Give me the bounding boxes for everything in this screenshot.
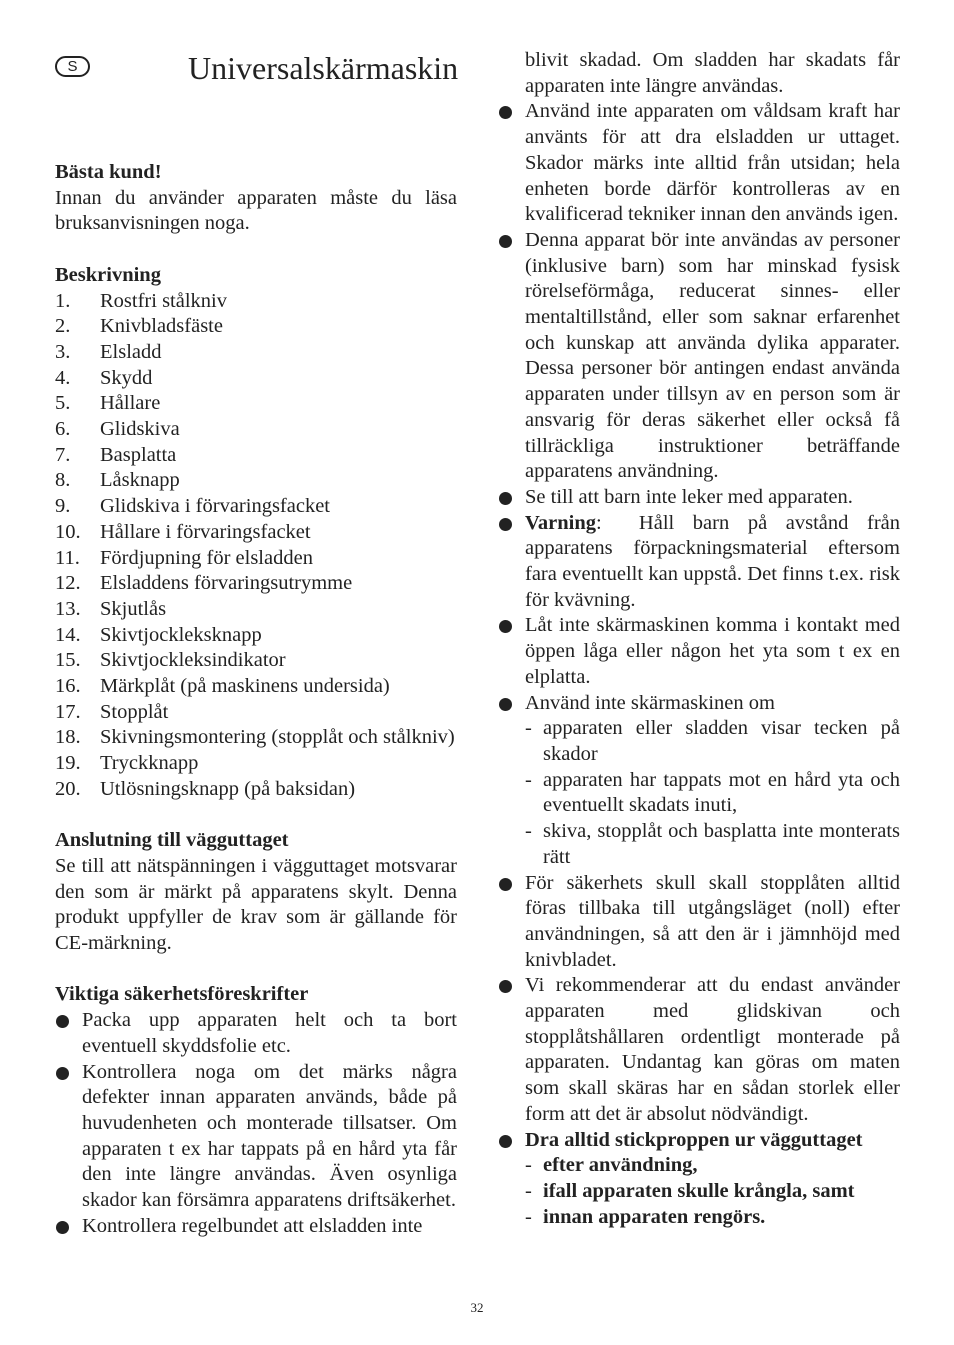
item-number: 13.: [55, 597, 81, 620]
sub-list: [525, 1153, 900, 1230]
parts-list-item: [55, 725, 457, 751]
parts-list-item: [55, 443, 457, 469]
bullet-icon: [499, 620, 512, 633]
item-number: 8.: [55, 469, 71, 492]
item-label: Elsladd: [100, 340, 162, 363]
item-number: 17.: [55, 700, 81, 723]
safety-list-left: [55, 1008, 457, 1239]
safety-list-right: [498, 99, 900, 1230]
item-number: 9.: [55, 495, 71, 518]
item-number: 4.: [55, 366, 71, 389]
item-number: 1.: [55, 289, 71, 312]
sub-item: - ifall apparaten skulle krångla, samt: [525, 1179, 855, 1202]
list-item: För säkerhets skull skall stopplåten alltid föras tillbaka till utgångsläget (noll) efter användningen, så att den är i jämnhöjd med knivbladet.: [498, 871, 900, 974]
item-label: Skivningsmontering (stopplåt och stålkniv): [100, 726, 455, 749]
list-item: Kontrollera noga om det märks några defekter innan apparaten används, både på huvudenheten och monterade tillsatser. Om apparaten t ex har tappats på en hård yta får den inte längre användas. Även osynliga skador kan försämra apparatens driftsäkerhet.: [55, 1060, 457, 1214]
connection-heading: Anslutning till vägguttaget: [55, 829, 289, 852]
item-label: Hållare i förvaringsfacket: [100, 520, 311, 543]
item-label: Skjutlås: [100, 597, 167, 620]
description-heading: Beskrivning: [55, 263, 161, 286]
item-label: Utlösningsknapp (på baksidan): [100, 777, 356, 800]
bullet-icon: [499, 235, 512, 248]
greeting-text: Innan du använder apparaten måste du läsa bruksanvisningen noga.: [55, 186, 457, 235]
safety-heading: Viktiga säkerhetsföreskrifter: [55, 983, 309, 1006]
item-number: 20.: [55, 777, 81, 800]
sub-item: - efter användning,: [525, 1154, 698, 1177]
sub-item: - skiva, stopplåt och basplatta inte monterats rätt: [525, 820, 900, 868]
item-number: 12.: [55, 572, 81, 595]
parts-list-item: [55, 777, 457, 803]
list-item: Använd inte apparaten om våldsam kraft har använts för att dra elsladden ur uttaget. Skador märks inte alltid från utsidan; hela enheten borde därför kontrolleras av en kvalificerad tekniker innan den används igen.: [498, 99, 900, 228]
bullet-icon: [499, 518, 512, 531]
language-badge: S: [55, 56, 90, 77]
bullet-icon: [56, 1015, 69, 1028]
parts-list-item: [55, 597, 457, 623]
parts-list-item: [55, 417, 457, 443]
parts-list-item: [55, 494, 457, 520]
item-number: 16.: [55, 675, 81, 698]
item-label: Hållare: [100, 392, 161, 415]
item-number: 10.: [55, 520, 81, 543]
item-label: Stopplåt: [100, 700, 169, 723]
item-label: Glidskiva: [100, 418, 180, 441]
bullet-icon: [499, 878, 512, 891]
connection-text: Se till att nätspänningen i vägguttaget motsvarar den som är märkt på apparatens skylt. Denna produkt uppfyller de krav som är gällande för CE-märkning.: [55, 854, 457, 955]
warning-label: Varning: [525, 511, 597, 534]
parts-list-item: [55, 648, 457, 674]
item-number: 19.: [55, 752, 81, 775]
parts-list-item: [55, 674, 457, 700]
list-item: Se till att barn inte leker med apparaten.: [498, 485, 900, 511]
item-number: 15.: [55, 649, 81, 672]
item-label: Knivbladsfäste: [100, 315, 223, 338]
item-label: Elsladdens förvaringsutrymme: [100, 572, 353, 595]
bullet-icon: [499, 1135, 512, 1148]
item-label: Glidskiva i förvaringsfacket: [100, 495, 330, 518]
bullet-icon: [499, 106, 512, 119]
parts-list-item: [55, 340, 457, 366]
list-item: Packa upp apparaten helt och ta bort eventuell skyddsfolie etc.: [55, 1008, 457, 1059]
list-item: Kontrollera regelbundet att elsladden inte: [55, 1214, 457, 1240]
parts-list-item: [55, 314, 457, 340]
warning-text: Håll barn på avstånd från apparatens förpackningsmaterial eftersom fara eventuellt kan uppstå. Det finns t.ex. risk för kvävning.: [525, 511, 900, 611]
page-header: [55, 48, 457, 160]
item-label: Skivtjockleksindikator: [100, 649, 286, 672]
list-item: Använd inte skärmaskinen om - apparaten eller sladden visar tecken på skador - apparaten har tappats mot en hård yta och eventuellt skadats inuti, - skiva, stopplåt och basplatta inte monterats rätt: [498, 691, 900, 871]
parts-list-item: [55, 366, 457, 392]
parts-list-item: [55, 546, 457, 572]
right-column: [498, 48, 900, 1230]
parts-list-item: [55, 571, 457, 597]
item-label: Skydd: [100, 366, 153, 389]
sub-item: - innan apparaten rengörs.: [525, 1205, 766, 1228]
item-label: Basplatta: [100, 443, 177, 466]
parts-list-item: [55, 700, 457, 726]
page-title: Universalskärmaskin: [188, 50, 459, 86]
bullet-icon: [56, 1221, 69, 1234]
page-number: 32: [470, 1300, 484, 1315]
item-number: 14.: [55, 623, 81, 646]
item-number: 18.: [55, 726, 81, 749]
parts-list-item: [55, 289, 457, 315]
parts-list-item: [55, 468, 457, 494]
parts-list-item: [55, 391, 457, 417]
item-number: 3.: [55, 340, 71, 363]
bullet-icon: [499, 980, 512, 993]
sub-list: [525, 716, 900, 870]
item-label: Rostfri stålkniv: [100, 289, 227, 312]
sub-item: - apparaten eller sladden visar tecken på skador: [525, 717, 900, 765]
item-label: Skivtjockleksknapp: [100, 623, 262, 646]
bullet-icon: [499, 698, 512, 711]
continued-text: blivit skadad. Om sladden har skadats får apparaten inte längre användas.: [525, 49, 900, 97]
item-number: 5.: [55, 392, 71, 415]
parts-list: [55, 289, 457, 803]
parts-list-item: [55, 623, 457, 649]
item-number: 2.: [55, 315, 71, 338]
item-label: Märkplåt (på maskinens undersida): [100, 675, 390, 698]
warning-item: Varning: Håll barn på avstånd från apparatens förpackningsmaterial eftersom fara eventuellt kan uppstå. Det finns t.ex. risk för kvävning.: [498, 511, 900, 614]
list-item: Denna apparat bör inte användas av personer (inklusive barn) som har minskad fysisk rörelseförmåga, reducerat sinnes- eller mentaltillstånd, eller som saknar erfarenhet och kunskap att använda dylika apparater. Dessa personer bör antingen endast använda apparaten under tillsyn av en person som är ansvarig för deras säkerhet eller också få tillräckliga instruktioner beträffande apparatens användning.: [498, 228, 900, 485]
item-label: Fördjupning för elsladden: [100, 546, 313, 569]
bullet-icon: [56, 1067, 69, 1080]
greeting-heading: Bästa kund!: [55, 161, 162, 183]
item-label: Låsknapp: [100, 469, 180, 492]
item-number: 6.: [55, 418, 71, 441]
sub-item: - apparaten har tappats mot en hård yta och eventuellt skadats inuti,: [525, 768, 900, 817]
item-number: 11.: [55, 546, 80, 569]
left-column: [55, 48, 457, 1239]
parts-list-item: [55, 520, 457, 546]
item-label: Tryckknapp: [100, 752, 199, 775]
list-item: Vi rekommenderar att du endast använder apparaten med glidskivan och stopplåtshållaren ordentligt monterade på apparaten. Undantag kan göras om maten som skall skäras har en sådan storlek eller form att det är absolut nödvändigt.: [498, 973, 900, 1127]
list-item: Låt inte skärmaskinen komma i kontakt med öppen låga eller någon het yta som t ex en elplatta.: [498, 613, 900, 690]
item-number: 7.: [55, 443, 71, 466]
parts-list-item: [55, 751, 457, 777]
unplug-item: Dra alltid stickproppen ur vägguttaget - efter användning, - ifall apparaten skulle krångla, samt - innan apparaten rengörs.: [498, 1128, 900, 1231]
bullet-icon: [499, 492, 512, 505]
